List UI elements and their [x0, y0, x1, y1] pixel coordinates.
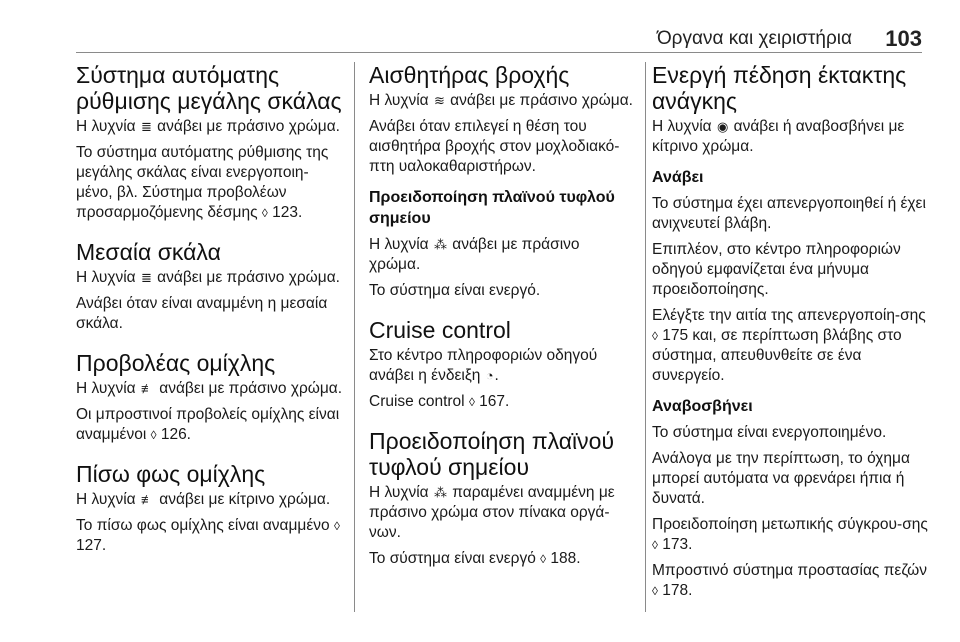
column-divider-2	[645, 62, 646, 612]
low-beam-icon: ≣	[140, 270, 152, 285]
heading-rain-sensor: Αισθητήρας βροχής	[369, 62, 570, 88]
paragraph: Η λυχνία ≣ ανάβει με πράσινο χρώμα.	[76, 269, 340, 286]
column-3	[652, 62, 928, 612]
page-ref-arrow-icon: ◊	[652, 584, 658, 598]
paragraph: Στο κέντρο πληροφοριών οδηγού ανάβει η ένδειξη ◔.	[369, 347, 598, 384]
front-fog-icon: ≢	[140, 381, 154, 396]
paragraph: Ελέγξτε την αιτία της απενεργοποίη-σης ◊ 175 και, σε περίπτωση βλάβης στο σύστημα, απευθυνθείτε σε ένα συνεργείο.	[652, 307, 926, 384]
page-ref-arrow-icon: ◊	[261, 206, 268, 220]
paragraph: Ανάβει όταν είναι αναμμένη η μεσαία σκάλα.	[76, 295, 328, 332]
heading-auto-high-beam: Σύστημα αυτόματης ρύθμισης μεγάλης σκάλας	[76, 62, 342, 114]
emergency-braking-icon: ◉	[716, 119, 729, 134]
paragraph: Το σύστημα είναι ενεργό.	[369, 282, 541, 299]
section-flashes	[652, 396, 928, 601]
subheading-lights-up: Ανάβει	[652, 169, 704, 186]
section-blind-spot	[369, 428, 635, 569]
page-ref-arrow-icon: ◊	[333, 519, 340, 533]
section-cruise-control	[369, 317, 635, 412]
paragraph: Η λυχνία ≢ ανάβει με κίτρινο χρώμα.	[76, 491, 331, 508]
paragraph: Οι μπροστινοί προβολείς ομίχλης είναι αναμμένοι ◊ 126.	[76, 406, 340, 443]
paragraph: Το σύστημα έχει απενεργοποιηθεί ή έχει ανιχνευτεί βλάβη.	[652, 195, 926, 232]
paragraph: Η λυχνία ≢ ανάβει με πράσινο χρώμα.	[76, 380, 343, 397]
subheading-flashes: Αναβοσβήνει	[652, 398, 753, 415]
section-lights-up	[652, 167, 928, 386]
page-header	[76, 24, 922, 50]
paragraph: Η λυχνία ≋ ανάβει με πράσινο χρώμα.	[369, 92, 633, 109]
paragraph: Το σύστημα αυτόματης ρύθμισης της μεγάλης σκάλας είναι ενεργοποιη-μένο, βλ. Σύστημα προβολέων προσαρμοζόμενης δέσμης ◊ 123.	[76, 144, 329, 221]
paragraph: Ανάβει όταν επιλεγεί η θέση του αισθητήρα βροχής στον μοχλοδιακό-πτη υαλοκαθαριστήρων.	[369, 118, 620, 175]
heading-emergency-braking: Ενεργή πέδηση έκτακτης ανάγκης	[652, 62, 907, 114]
subheading-blind-spot: Προειδοποίηση πλαϊνού τυφλού σημείου	[369, 189, 615, 227]
page-ref-arrow-icon: ◊	[150, 428, 157, 442]
page-ref-arrow-icon: ◊	[540, 552, 547, 566]
paragraph: Η λυχνία ≣ ανάβει με πράσινο χρώμα.	[76, 118, 340, 135]
page-ref-arrow-icon: ◊	[652, 329, 658, 343]
paragraph: Το σύστημα είναι ενεργοποιημένο.	[652, 424, 887, 441]
page-ref-arrow-icon: ◊	[652, 538, 658, 552]
section-rear-fog	[76, 461, 344, 556]
page-number: 103	[885, 26, 922, 51]
heading-blind-spot: Προειδοποίηση πλαϊνού τυφλού σημείου	[369, 428, 615, 480]
paragraph: Cruise control ◊ 167.	[369, 393, 510, 410]
section-front-fog	[76, 350, 344, 445]
section-blind-spot-sub	[369, 187, 635, 301]
paragraph: Η λυχνία ⁂ παραμένει αναμμένη με πράσινο χρώμα στον πίνακα οργά-νων.	[369, 484, 615, 541]
cruise-control-icon: ◔	[485, 368, 494, 383]
paragraph: Ανάλογα με την περίπτωση, το όχημα μπορεί αυτόματα να φρενάρει ήπια ή δυνατά.	[652, 450, 910, 507]
paragraph: Μπροστινό σύστημα προστασίας πεζών ◊ 178.	[652, 562, 927, 599]
column-divider-1	[354, 62, 355, 612]
header-divider	[76, 52, 922, 53]
paragraph: Το σύστημα είναι ενεργό ◊ 188.	[369, 550, 581, 567]
blind-spot-icon: ⁂	[433, 237, 447, 252]
heading-front-fog: Προβολέας ομίχλης	[76, 350, 276, 376]
paragraph: Η λυχνία ◉ ανάβει ή αναβοσβήνει με κίτρινο χρώμα.	[652, 118, 905, 155]
heading-rear-fog: Πίσω φως ομίχλης	[76, 461, 266, 487]
paragraph: Επιπλέον, στο κέντρο πληροφοριών οδηγού εμφανίζεται ένα μήνυμα προειδοποίησης.	[652, 241, 901, 298]
paragraph: Προειδοποίηση μετωπικής σύγκρου-σης ◊ 173.	[652, 516, 928, 553]
paragraph: Η λυχνία ⁂ ανάβει με πράσινο χρώμα.	[369, 236, 580, 273]
header-title: Όργανα και χειριστήρια	[656, 28, 852, 49]
rain-sensor-icon: ≋	[433, 93, 445, 108]
section-emergency-braking	[652, 62, 928, 157]
rear-fog-icon: ≢	[140, 492, 154, 507]
column-2	[369, 62, 635, 612]
page-ref-arrow-icon: ◊	[468, 395, 475, 409]
section-low-beam	[76, 239, 344, 334]
column-1	[76, 62, 344, 612]
heading-low-beam: Μεσαία σκάλα	[76, 239, 221, 265]
heading-cruise-control: Cruise control	[369, 317, 511, 343]
paragraph: Το πίσω φως ομίχλης είναι αναμμένο ◊ 127.	[76, 517, 340, 554]
blind-spot-icon: ⁂	[433, 485, 447, 500]
section-rain-sensor	[369, 62, 635, 177]
high-beam-icon: ≣	[140, 119, 152, 134]
section-auto-high-beam	[76, 62, 344, 223]
